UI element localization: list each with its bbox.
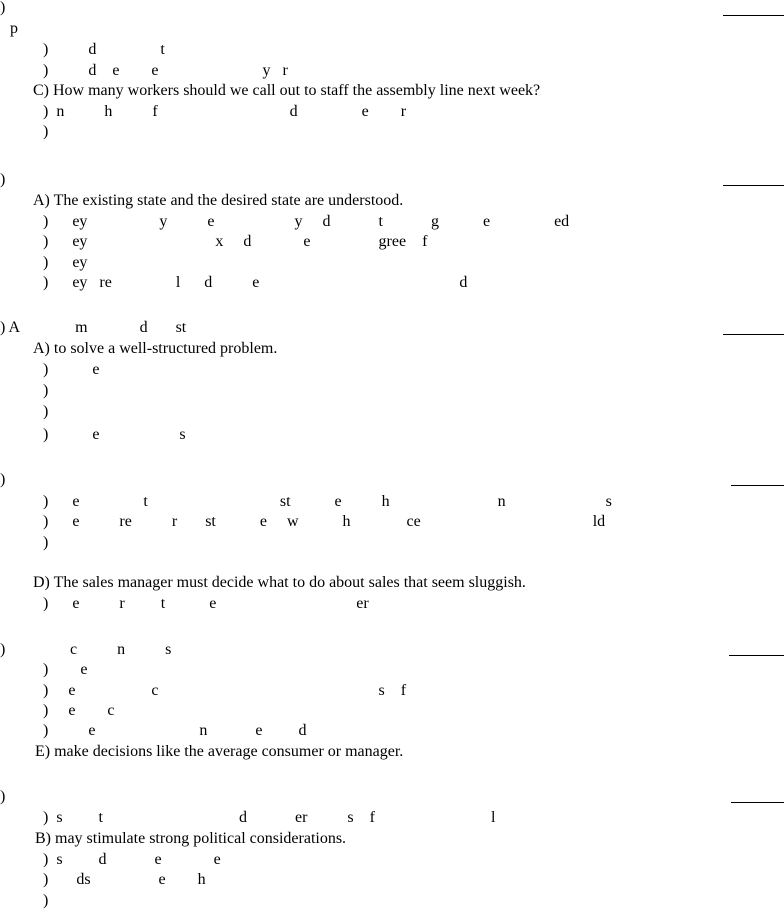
question-3-option-b: ) e: [43, 361, 100, 378]
question-5-number: ): [0, 641, 6, 658]
question-6-option-e: ): [43, 892, 49, 909]
question-3-option-e: ) e s: [43, 426, 186, 443]
question-4-option-c: ): [43, 534, 49, 551]
question-5-option-c: ) e c: [43, 702, 115, 719]
answer-blank-2[interactable]: [723, 185, 784, 186]
question-3-option-c: ): [43, 382, 49, 399]
question-2-option-d: ) ey: [43, 254, 88, 271]
question-1-option-e: ): [43, 123, 49, 140]
question-5-stem: c n s: [70, 641, 172, 658]
question-2-number: ): [0, 171, 6, 188]
question-2-option-e: ) ey re l d e d: [43, 274, 468, 291]
answer-blank-5[interactable]: [729, 655, 784, 656]
question-3-stem: ) A m d st: [0, 319, 187, 336]
question-6-option-c: ) s d e e: [43, 851, 221, 868]
answer-blank-1[interactable]: [723, 15, 784, 16]
question-4-option-d: D) The sales manager must decide what to do about sales that seem sluggish.: [33, 574, 526, 591]
question-6-option-a: ) s t d er s f l: [43, 809, 496, 826]
question-5-option-d: ) e n e d: [43, 722, 307, 739]
answer-blank-6[interactable]: [731, 802, 784, 803]
answer-blank-4[interactable]: [731, 485, 784, 486]
question-5-option-e: E) make decisions like the average consumer or manager.: [35, 743, 404, 760]
question-4-number: ): [0, 471, 6, 488]
question-6-option-b: B) may stimulate strong political considerations.: [35, 830, 347, 847]
question-6-option-d: ) ds e h: [43, 871, 206, 888]
question-2-option-c: ) ey x d e gree f: [43, 233, 428, 250]
question-6-number: ): [0, 788, 6, 805]
question-4-option-b: ) e re r st e w h ce ld: [43, 513, 606, 530]
question-3-option-a: A) to solve a well-structured problem.: [33, 340, 278, 357]
question-1-option-b: ) d e e y r: [43, 62, 288, 79]
answer-blank-3[interactable]: [723, 334, 784, 335]
question-3-option-d: ): [43, 403, 49, 420]
question-5-option-a: ) e: [43, 661, 88, 678]
question-4-option-a: ) e t st e h n s: [43, 493, 612, 510]
question-4-option-e: ) e r t e er: [43, 595, 369, 612]
question-2-option-a: A) The existing state and the desired state are understood.: [33, 192, 404, 209]
question-1-option-a: ) d t: [43, 41, 165, 58]
question-1-number: ): [0, 0, 6, 16]
question-2-option-b: ) ey y e y d t g e ed: [43, 213, 570, 230]
question-5-option-b: ) e c s f: [43, 682, 407, 699]
question-1-stem: p: [10, 20, 18, 37]
question-1-option-c: C) How many workers should we call out to staff the assembly line next week?: [33, 82, 541, 99]
question-1-option-d: ) n h f d e r: [43, 103, 407, 120]
